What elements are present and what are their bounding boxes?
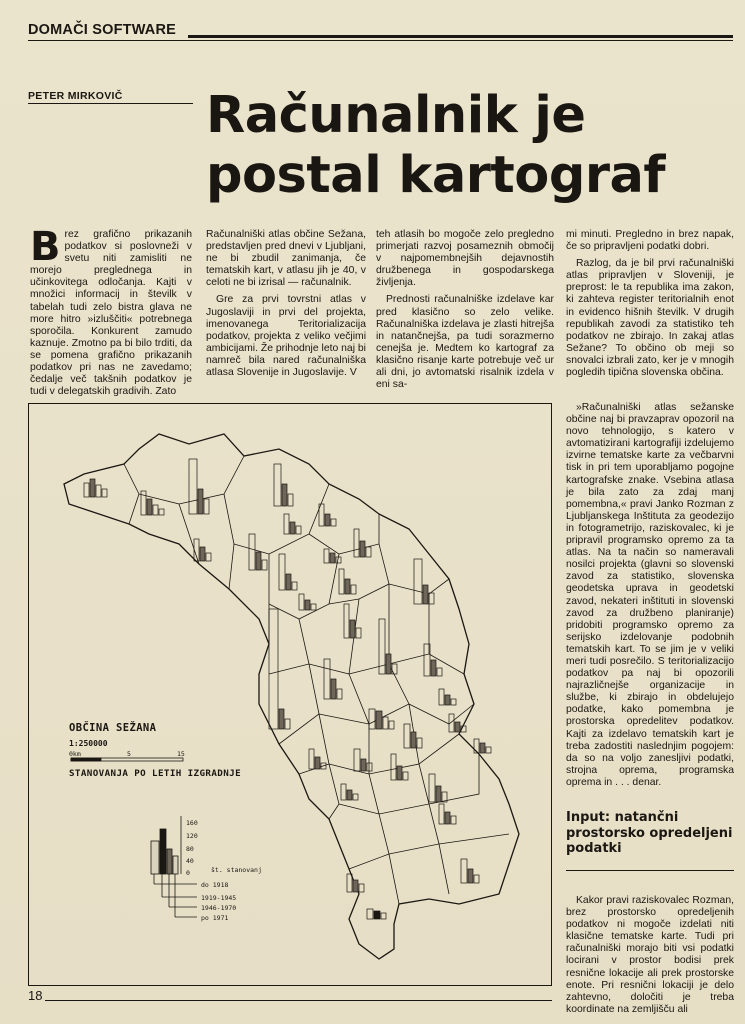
bar-glyph <box>284 514 301 534</box>
bar-glyph <box>141 491 164 515</box>
bar-glyph <box>274 464 293 506</box>
subheading: Input: natančni prostorsko opredeljeni podatki <box>566 810 733 856</box>
bar-glyphs <box>84 459 491 919</box>
paragraph: Gre za prvi tovrstni atlas v Jugoslaviji in prvi del projekta, imenovanega Teritorializacija podatkov, projekta z veliko večjimi ambicijami. Že prihodnje leto naj bi namreč bila nared računalniška atlasa Slovenije in Jugoslavije. V <box>206 294 366 379</box>
page-number: 18 <box>28 988 43 1003</box>
bar-glyph <box>344 604 361 638</box>
section-thin-rule <box>28 40 733 41</box>
bar-glyph <box>439 804 456 824</box>
bar-glyph <box>429 774 447 802</box>
section-label: DOMAČI SOFTWARE <box>28 22 176 38</box>
sezana-map <box>29 404 551 985</box>
author-rule <box>28 103 193 104</box>
map-title: OBČINA SEŽANA <box>69 722 157 734</box>
section-rule <box>188 35 733 38</box>
bar-glyph <box>369 709 394 729</box>
map-figure <box>28 403 552 986</box>
legend-period: po 1971 <box>201 914 229 922</box>
bar-glyph <box>269 609 290 729</box>
bar-glyph <box>341 784 358 800</box>
paragraph: Kakor pravi raziskovalec Rozman, brez prostorsko opredeljenih podatkov ni mogoče izdelati niti klasične tematske karte. Tudi pri računalniški morajo biti vsi podatki locirani v prostor bodisi prek resnične lokacije ali prek prostorske enote. Pri resnični lokaciji je delo zahtevno, določiti je treba koordinate na zemljišču ali <box>566 895 734 1015</box>
legend-axis-tick: 40 <box>186 857 194 865</box>
district-boundaries <box>124 456 509 904</box>
column-3 <box>376 229 554 396</box>
bar-glyph <box>354 529 371 557</box>
article-title: Računalnik je postal kartograf <box>206 86 666 205</box>
column-6 <box>566 895 734 1021</box>
bar-glyph <box>84 479 107 497</box>
author-byline: PETER MIRKOVIČ <box>28 90 123 102</box>
bar-glyph <box>461 859 479 883</box>
legend-axis-label: št. stanovanj <box>211 866 262 874</box>
map-scale: 1:250000 <box>69 739 108 748</box>
bar-glyph <box>324 659 342 699</box>
legend-period: do 1918 <box>201 881 229 889</box>
paragraph: »Računalniški atlas sežanske občine naj bi pravzaprav opozoril na novo tehnologijo, s katero v avtomatizirani kartografiji izdelujemo izvirne tematske karte za večbarvni tisk in pri tem uporabljamo pogojne kartografske znake. Vsebina atlasa je bila zato za zdaj manj pomembna,« pravi Janko Rozman z Ljubljanskega Inštituta za geodezijo in fotogrametrijo, raziskovalec, ki je pripravil programsko opremo za ta atlas. Na ta način so nameravali nosilci projekta (glavni so slovenski zavod za statistiko, slovenska geodetska uprava in geodetski zavod, nekateri inštituti in slovenski zavod za družbeno planiranje) pridobiti programsko opremo za serijsko izdelovanje podobnih tematskih kart. To se jim je v veliki meri tudi posrečilo. S teritorializacijo podatkov pa naj bi opozorili najrazličnejše organizacije in službe, ki zbirajo in obdelujejo podatke, kako pomembna je prostorska opredelitev podatkov. Kajti za izdelavo tematskih kart je treba zadostiti naslednjim pogojem: da so na voljo zanesljivi podatki, strojna oprema, programska oprema in . . . denar. <box>566 402 734 788</box>
scale-bar <box>71 758 183 761</box>
bar-glyph <box>279 554 297 590</box>
scale-zero: 0km <box>69 750 81 758</box>
paragraph: Prednosti računalniške izdelave kar pred klasično so zelo velike. Računalniška izdelava je zlasti hitrejša in natančnejša, pa tudi sorazmerno cenejša je. Medtem ko kartograf za klasično risanje karte potrebuje več ur ali dni, jo avtomatski risalnik izdela v eni sa- <box>376 294 554 391</box>
legend-axis-tick: 80 <box>186 845 194 853</box>
legend-period: 1946-1970 <box>201 904 237 912</box>
bottom-rule <box>45 1000 552 1001</box>
map-subtitle: STANOVANJA PO LETIH IZGRADNJE <box>69 768 242 779</box>
legend-period: 1919-1945 <box>201 894 237 902</box>
column-5 <box>566 402 734 794</box>
paragraph: mi minuti. Pregledno in brez napak, če so pripravljeni podatki dobri. <box>566 229 734 253</box>
legend-axis-tick: 0 <box>186 869 190 877</box>
bar-glyph <box>319 504 336 526</box>
bar-glyph <box>414 559 434 604</box>
column-1 <box>30 224 192 403</box>
scale-tick: 5 <box>127 750 131 758</box>
bar-glyph <box>339 569 356 594</box>
scale-tick: 15 <box>177 750 185 758</box>
bar-glyph <box>299 594 316 610</box>
bar-glyph <box>347 874 364 892</box>
legend-axis-tick: 120 <box>186 832 198 840</box>
bar-glyph <box>249 534 267 570</box>
bar-glyph <box>189 459 209 514</box>
paragraph: teh atlasih bo mogoče zelo pregledno primerjati razvoj posameznih območij v najpomembnejših dejavnostih družbenega in gospodarskega življenja. <box>376 229 554 289</box>
column-4 <box>566 229 734 384</box>
subheading-rule <box>566 870 734 871</box>
bar-glyph <box>367 909 386 919</box>
paragraph: Razlog, da je bil prvi računalniški atlas pripravljen v Sloveniji, je preprost: le ta republika ima zakon, ki zahteva register teritorialnih enot in evidenco hišnih številk. V drugih republikah zavodi za statistiko teh podatkov ne zbirajo. In zakaj atlas Sežane? To občino ob meji so snovalci izbrali zato, ker je v mnogih pogledih tipična slovenska občina. <box>566 258 734 379</box>
paragraph: rez grafično prikazanih podatkov si poslovneži v svetu niti zamisliti ne morejo preglednega in učinkovitega odločanja. Kajti v množici informacij in številk v tabelah tudi zelo bistra glava ne more hitro »izluščiti« potrebnega sporočila. Konkurent zamudo kaznuje. Zmotno pa bi bilo trditi, da se pomena grafično prikazanih podatkov pri nas ne zavedamo; čedalje več takšnih podatkov je tudi v delegatskih gradivih. Zato <box>30 229 192 398</box>
column-2 <box>206 229 366 384</box>
bar-glyph <box>439 689 456 705</box>
drop-cap: B <box>30 224 61 270</box>
municipality-outline <box>64 434 519 959</box>
legend-axis-tick: 160 <box>186 819 198 827</box>
paragraph: Računalniški atlas občine Sežana, predstavljen pred dnevi v Ljubljani, ne bi zbudil zanimanja, če tematskih kart, v atlasu jih je 40, v celoti ne bi izrisal — računalnik. <box>206 229 366 289</box>
